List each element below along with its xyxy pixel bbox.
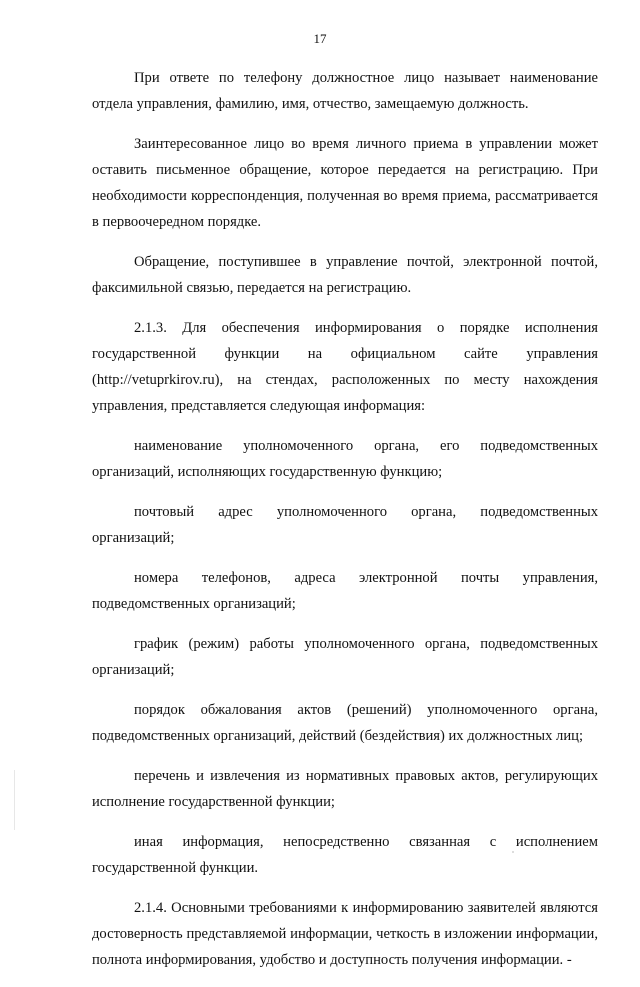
- paragraph-2-1-4: 2.1.4. Основными требованиями к информированию заявителей являются достоверность представляемой информации, четкость в изложении информации, полнота информирования, удобство и доступность получения информации. -: [92, 900, 598, 968]
- list-item-authority-name: наименование уполномоченного органа, его подведомственных организаций, исполняющих государственную функцию;: [92, 438, 598, 480]
- paragraph-mail-appeal: Обращение, поступившее в управление почтой, электронной почтой, факсимильной связью, передается на регистрацию.: [92, 254, 598, 296]
- list-item-other-info: иная информация, непосредственно связанная с исполнением государственной функции.: [92, 834, 598, 876]
- document-body: [92, 65, 598, 987]
- list-item-appeal-procedure: порядок обжалования актов (решений) уполномоченного органа, подведомственных организаций, действий (бездействия) их должностных лиц;: [92, 702, 598, 744]
- scan-speck: [14, 770, 15, 830]
- paragraph-phone-answer: При ответе по телефону должностное лицо называет наименование отдела управления, фамилию, имя, отчество, замещаемую должность.: [92, 70, 598, 112]
- list-item-phone-email: номера телефонов, адреса электронной почты управления, подведомственных организаций;: [92, 570, 598, 612]
- page-number: 17: [313, 31, 327, 46]
- paragraph-2-1-3: 2.1.3. Для обеспечения информирования о порядке исполнения государственной функции на официальном сайте управления (http://vetuprkirov.ru), на стендах, расположенных по месту нахождения управления, представляется следующая информация:: [92, 320, 598, 414]
- list-item-postal-address: почтовый адрес уполномоченного органа, подведомственных организаций;: [92, 504, 598, 546]
- list-item-work-schedule: график (режим) работы уполномоченного органа, подведомственных организаций;: [92, 636, 598, 678]
- list-item-legal-acts: перечень и извлечения из нормативных правовых актов, регулирующих исполнение государственной функции;: [92, 768, 598, 810]
- paragraph-personal-reception: Заинтересованное лицо во время личного приема в управлении может оставить письменное обращение, которое передается на регистрацию. При необходимости корреспонденция, полученная во время приема, рассматривается в первоочередном порядке.: [92, 136, 598, 230]
- scan-speck: [512, 851, 514, 853]
